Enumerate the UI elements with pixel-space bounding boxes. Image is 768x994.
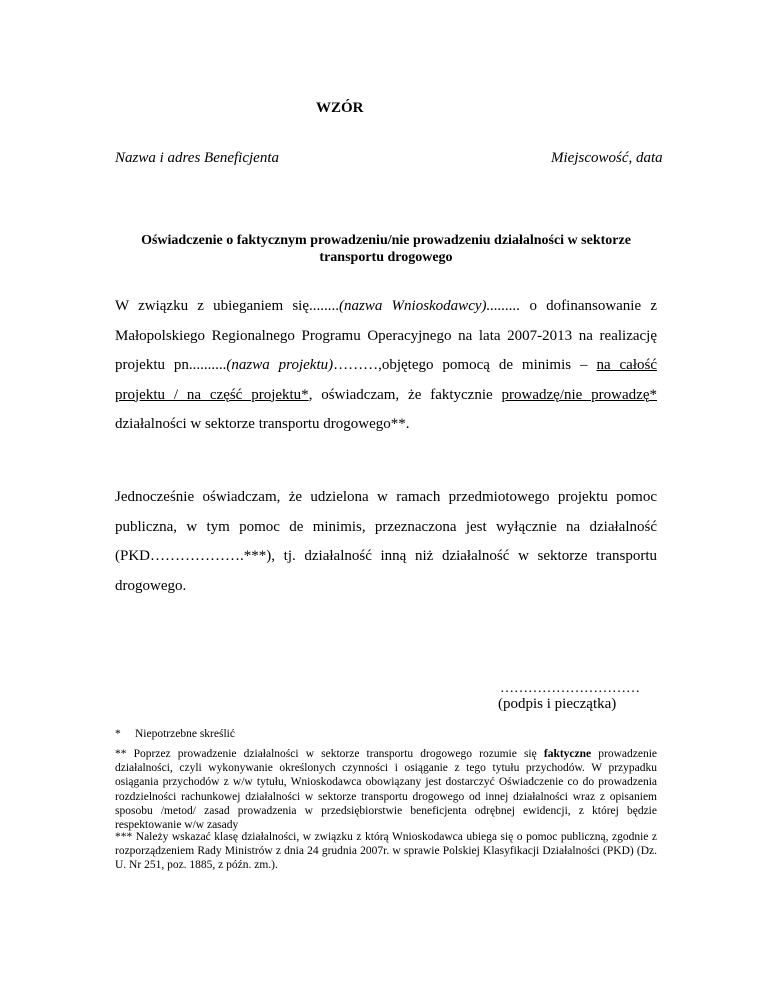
beneficiary-label: Nazwa i adres Beneficjenta <box>115 150 280 166</box>
signature-line: ………………………… <box>500 681 640 696</box>
footnote-1-mark: * <box>115 728 121 740</box>
p1-applicant-name: (nazwa Wnioskodawcy)......... <box>338 298 521 314</box>
paragraph-1 <box>115 292 657 440</box>
heading-line-2: transportu drogowego <box>319 250 453 265</box>
signature-label: (podpis i pieczątka) <box>498 696 617 712</box>
footnote-2-part-a: ** Poprzez prowadzenie działalności w sektorze transportu drogowego rozumie się <box>115 748 544 760</box>
statement-heading <box>115 232 657 266</box>
footnote-2 <box>115 747 657 832</box>
p1-part-i: działalności w sektorze transportu drogowego**. <box>115 416 410 432</box>
p1-project-name: (nazwa projektu) <box>226 357 334 373</box>
paragraph-2: Jednocześnie oświadczam, że udzielona w ramach przedmiotowego projektu pomoc publiczna, w tym pomoc de minimis, przeznaczona jest wyłącznie na działalność (PKD……………….***), tj. działalność inną niż działalność w sektorze transportu drogowego. <box>115 489 657 594</box>
document-title: WZÓR <box>316 100 364 116</box>
p1-part-e: ………,objętego pomocą de minimis – <box>333 357 597 373</box>
p1-part-g: , oświadczam, że faktycznie <box>308 386 502 403</box>
footnote-1 <box>115 727 657 741</box>
p1-part-a: W związku z ubieganiem się........ <box>115 298 339 314</box>
footnote-1-text: Niepotrzebne skreślić <box>135 728 235 740</box>
place-date-label: Miejscowość, data <box>551 150 663 166</box>
footnote-3: *** Należy wskazać klasę działalności, w związku z którą Wnioskodawca ubiega się o pomoc publiczną, zgodnie z rozporządzeniem Rady Ministrów z dnia 24 grudnia 2007r. w sprawie Polskiej Klasyfikacji Działalności (PKD) (Dz. U. Nr 251, poz. 1885, z późn. zm.). <box>115 831 657 872</box>
heading-line-1: Oświadczenie o faktycznym prowadzeniu/nie prowadzeniu działalności w sektorze <box>141 233 631 248</box>
footnote-2-bold: faktyczne <box>543 748 592 760</box>
p1-scope-choice: na całość projektu / na część projektu* <box>115 357 657 403</box>
p1-activity-choice: prowadzę/nie prowadzę* <box>501 386 657 403</box>
footnote-2-part-c: prowadzenie działalności, czyli wykonywanie określonych czynności i osiąganie z tego tytułu przychodów. W przypadku osiągania przychodów z w/w tytułu, Wnioskodawca obowiązany jest dostarczyć Oświadczenie co do prowadzenia rozdzielności rachunkowej działalności w sektorze transportu drogowego od innej działalności wraz z opisaniem sposobu /metod/ zasad prowadzenia w przedsiębiorstwie beneficjenta odrębnej ewidencji, z której będzie respektowanie w/w zasady <box>115 748 657 832</box>
p1-part-c: o dofinansowanie z Małopolskiego Regionalnego Programu Operacyjnego na lata 2007-2013 na realizację projektu pn.......... <box>115 298 657 373</box>
